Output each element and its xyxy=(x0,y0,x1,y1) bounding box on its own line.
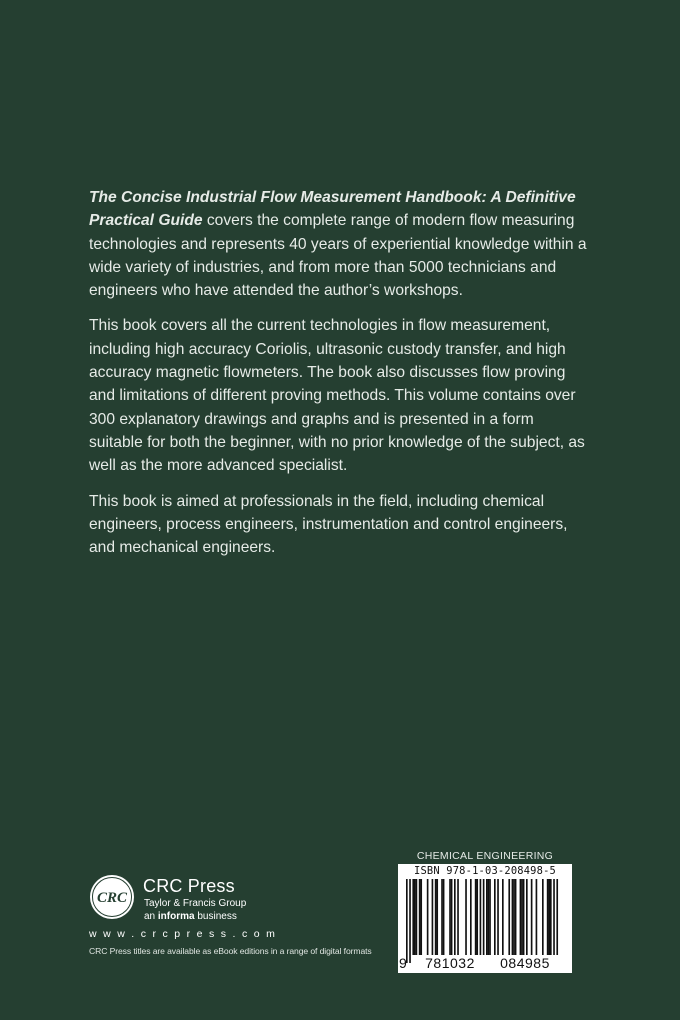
business-suffix: business xyxy=(194,911,237,922)
barcode-bar xyxy=(531,879,533,955)
barcode-bar xyxy=(502,879,504,955)
book-title: The Concise Industrial Flow Measurement Handbook: A Definitive Practical Guide xyxy=(89,189,576,230)
barcode-bar xyxy=(486,879,488,955)
barcode-bar xyxy=(520,879,522,955)
barcode-bar xyxy=(526,879,528,955)
isbn-label: ISBN 978-1-03-208498-5 xyxy=(413,865,557,877)
business-prefix: an xyxy=(144,911,158,922)
barcode-digits-group-1: 781032 xyxy=(415,955,485,971)
barcode-bar xyxy=(454,879,456,955)
barcode-bar xyxy=(513,879,515,955)
back-cover-description xyxy=(89,186,589,571)
barcode-bar xyxy=(409,879,411,963)
barcode-bar xyxy=(441,879,443,955)
barcode-bar xyxy=(416,879,418,955)
barcode-bar xyxy=(508,879,510,955)
subject-category: CHEMICAL ENGINEERING xyxy=(416,850,554,862)
crc-press-logo-icon xyxy=(89,874,135,920)
ebook-note: CRC Press titles are available as eBook editions in a range of digital formats xyxy=(89,946,372,956)
barcode-bar xyxy=(419,879,421,955)
barcode-digits-group-2: 084985 xyxy=(488,955,562,971)
barcode-bar xyxy=(406,879,408,963)
barcode-bar xyxy=(427,879,429,955)
barcode-bar xyxy=(435,879,437,955)
description-paragraph-2: This book covers all the current technologies in flow measurement, including high accuracy Coriolis, ultrasonic custody transfer, and high accuracy magnetic flowmeters. The book also discusses flow proving and limitations of different proving methods. This volume contains over 300 explanatory drawings and graphs and is presented in a form suitable for both the beginner, with no prior knowledge of the subject, as well as the more advanced specialist. xyxy=(89,317,585,475)
isbn-barcode xyxy=(398,864,572,973)
barcode-bar xyxy=(470,879,472,955)
informa-brand: informa xyxy=(157,911,195,922)
barcode-bar xyxy=(414,879,416,955)
barcode-bar xyxy=(497,879,499,955)
barcode-bar xyxy=(489,879,491,955)
barcode-bar xyxy=(436,879,438,955)
barcode-bar xyxy=(476,879,478,955)
barcode-bar xyxy=(420,879,422,955)
barcode-bar xyxy=(512,879,514,955)
publisher-group: Taylor & Francis Group xyxy=(144,898,247,909)
barcode-bar xyxy=(556,879,558,963)
description-paragraph-3: This book is aimed at professionals in the field, including chemical engineers, process engineers, instrumentation and control engineers, and mechanical engineers. xyxy=(89,492,568,557)
description-paragraph-1-text: covers the complete range of modern flow measuring technologies and represents 40 years of experiential knowledge within a wide variety of industries, and from more than 5000 technicians and engineers who have attended the author’s workshops. xyxy=(89,212,587,300)
publisher-business-line xyxy=(144,911,237,922)
barcode-bar xyxy=(548,879,550,955)
barcode-bar xyxy=(451,879,453,955)
barcode-bar xyxy=(550,879,552,955)
barcode-bar xyxy=(553,879,555,963)
barcode-bar xyxy=(488,879,490,955)
barcode-bar xyxy=(443,879,445,955)
publisher-url[interactable]: w w w . c r c p r e s s . c o m xyxy=(89,928,277,940)
barcode-bar xyxy=(523,879,525,955)
barcode-bar xyxy=(412,879,414,955)
barcode-bar xyxy=(475,879,477,955)
barcode-bar xyxy=(494,879,496,955)
barcode-bar xyxy=(521,879,523,955)
barcode-bar xyxy=(480,879,482,963)
description-paragraph-1 xyxy=(89,186,589,302)
barcode-bar xyxy=(547,879,549,955)
barcode-bar xyxy=(542,879,544,955)
barcode-bar xyxy=(465,879,467,955)
barcode-bars xyxy=(406,879,566,967)
barcode-bar xyxy=(432,879,434,955)
barcode-bar xyxy=(449,879,451,955)
barcode-digit-first: 9 xyxy=(399,955,407,971)
barcode-bar xyxy=(457,879,459,955)
logo-text: CRC xyxy=(96,890,128,906)
publisher-name: CRC Press xyxy=(143,876,235,896)
barcode-bar xyxy=(515,879,517,955)
barcode-bar xyxy=(536,879,538,955)
barcode-area xyxy=(398,849,572,973)
barcode-bar xyxy=(483,879,485,963)
